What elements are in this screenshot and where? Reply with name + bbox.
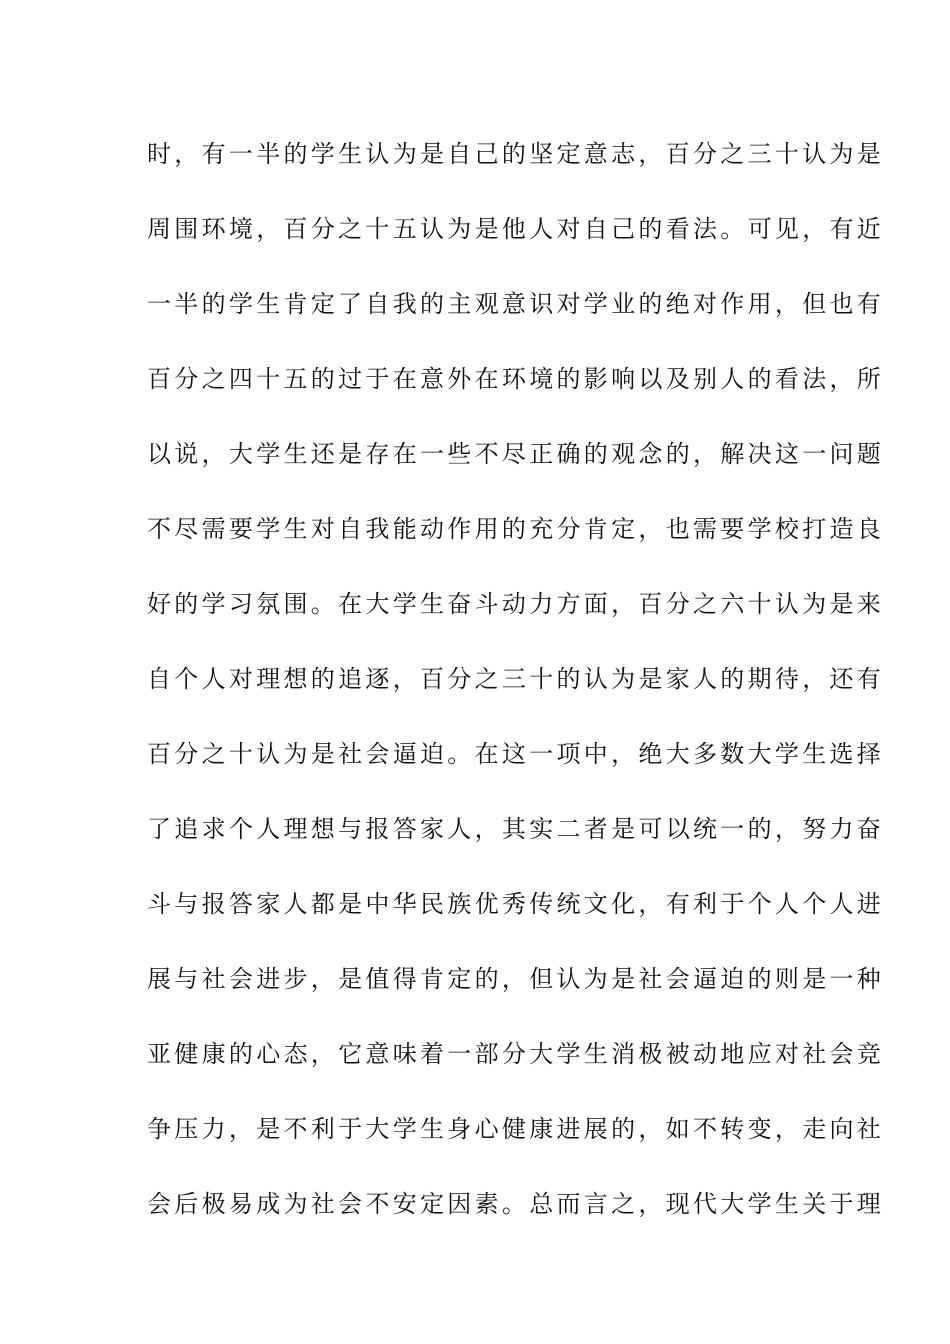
text-line: 不尽需要学生对自我能动作用的充分肯定，也需要学校打造良 [147, 515, 885, 543]
text-line: 斗与报答家人都是中华民族优秀传统文化，有利于个人个人进 [147, 890, 885, 918]
text-line: 会后极易成为社会不安定因素。总而言之，现代大学生关于理 [147, 1190, 885, 1218]
text-line: 百分之四十五的过于在意外在环境的影响以及别人的看法，所 [147, 365, 885, 393]
text-line: 以说，大学生还是存在一些不尽正确的观念的，解决这一问题 [147, 440, 885, 468]
text-line: 自个人对理想的追逐，百分之三十的认为是家人的期待，还有 [147, 665, 885, 693]
text-line: 百分之十认为是社会逼迫。在这一项中，绝大多数大学生选择 [147, 740, 885, 768]
text-line: 了追求个人理想与报答家人，其实二者是可以统一的，努力奋 [147, 815, 885, 843]
text-line: 周围环境，百分之十五认为是他人对自己的看法。可见，有近 [147, 215, 885, 243]
body-text [147, 130, 885, 1255]
text-line: 一半的学生肯定了自我的主观意识对学业的绝对作用，但也有 [147, 290, 885, 318]
text-line: 亚健康的心态，它意味着一部分大学生消极被动地应对社会竞 [147, 1040, 885, 1068]
text-line: 展与社会进步，是值得肯定的，但认为是社会逼迫的则是一种 [147, 965, 885, 993]
text-line: 时，有一半的学生认为是自己的坚定意志，百分之三十认为是 [147, 140, 885, 168]
text-line: 争压力，是不利于大学生身心健康进展的，如不转变，走向社 [147, 1115, 885, 1143]
text-line: 好的学习氛围。在大学生奋斗动力方面，百分之六十认为是来 [147, 590, 885, 618]
